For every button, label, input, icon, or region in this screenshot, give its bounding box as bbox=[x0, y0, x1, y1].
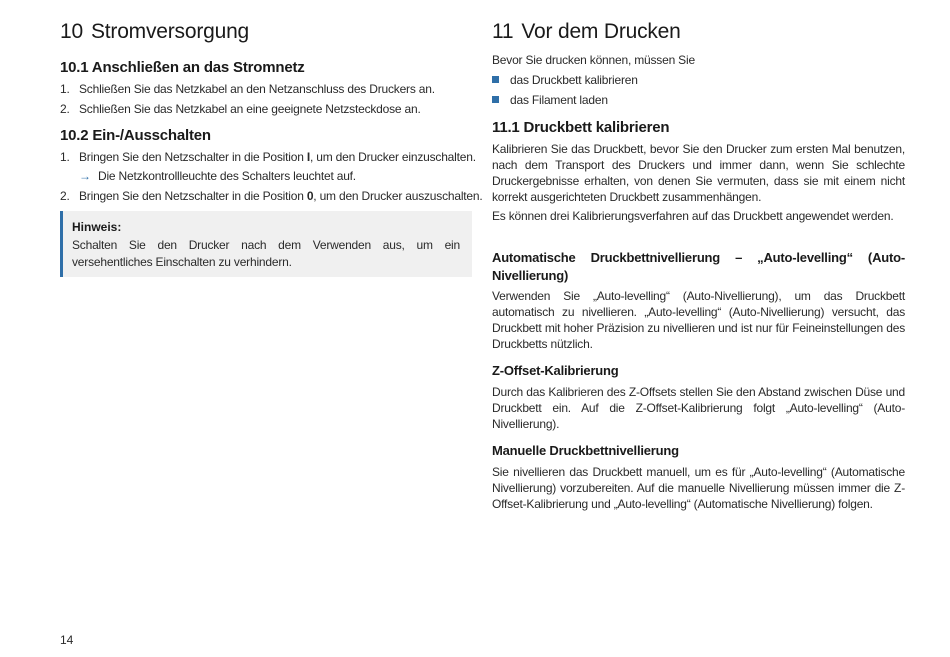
list-text: Bringen Sie den Netzschalter in die Position bbox=[79, 150, 307, 164]
result-item bbox=[60, 168, 356, 184]
subsection-heading-10-2: 10.2 Ein-/Ausschalten bbox=[60, 127, 211, 144]
paragraph: Durch das Kalibrieren des Z-Offsets stellen Sie den Abstand zwischen Düse und Druckbett ein. Auf die Z-Offset-Kalibrierung folgt „Auto-levelling“ (Auto-Nivellierung). bbox=[492, 385, 905, 431]
heading-manual-levelling: Manuelle Druckbettnivellierung bbox=[492, 443, 679, 458]
paragraph: Verwenden Sie „Auto-levelling“ (Auto-Nivellierung), um das Druckbett automatisch zu nivellieren. „Auto-levelling“ (Auto-Nivellierung) versucht, das Druckbett mit hoher Präzision zu nivellieren und ist nur für Feineinstellungen des Druckbetts nützlich. bbox=[492, 289, 905, 351]
bullet-text: das Filament laden bbox=[510, 93, 608, 107]
switch-position: 0 bbox=[306, 189, 314, 203]
list-number: 1. bbox=[60, 82, 70, 96]
section-heading-10 bbox=[60, 19, 249, 45]
note-box bbox=[60, 211, 472, 277]
list-number: 2. bbox=[60, 189, 70, 203]
section-title: Vor dem Drucken bbox=[521, 20, 681, 43]
bullet-item bbox=[492, 72, 638, 88]
intro-text: Bevor Sie drucken können, müssen Sie bbox=[492, 53, 695, 67]
subsection-heading-11-1: 11.1 Druckbett kalibrieren bbox=[492, 119, 670, 136]
bullet-text: das Druckbett kalibrieren bbox=[510, 73, 638, 87]
square-bullet-icon bbox=[492, 96, 499, 103]
result-text: Die Netzkontrollleuchte des Schalters leuchtet auf. bbox=[98, 169, 356, 183]
paragraph: Sie nivellieren das Druckbett manuell, um es für „Auto-levelling“ (Automatische Nivellierung) vorzubereiten. Auf die manuelle Nivellierung müssen immer die Z-Offset-Kalibrierung und „Auto-levelling“ (Automatische Nivellierung) folgen. bbox=[492, 465, 905, 511]
list-text: , um den Drucker auszuschalten. bbox=[313, 189, 483, 203]
section-title: Stromversorgung bbox=[90, 20, 250, 43]
heading-auto-levelling: Automatische Druckbettnivellierung – „Auto-levelling“ (Auto-Nivellierung) bbox=[492, 250, 905, 283]
subsection-heading-10-1: 10.1 Anschließen an das Stromnetz bbox=[60, 59, 305, 76]
list-number: 2. bbox=[60, 102, 70, 116]
page-number: 14 bbox=[60, 633, 74, 647]
section-heading-11 bbox=[492, 19, 681, 45]
list-text: Bringen Sie den Netzschalter in die Position bbox=[79, 189, 307, 203]
switch-position: I bbox=[306, 150, 310, 164]
paragraph: Kalibrieren Sie das Druckbett, bevor Sie den Drucker zum ersten Mal benutzen, nach dem Transport des Druckers und immer dann, wenn Sie schlechte Druckergebnisse erhalten, von denen Sie vermuten, dass sie mit einem nicht korrekt ausgerichteten Druckbett zusammenhängen. bbox=[492, 142, 905, 204]
list-text: , um den Drucker einzuschalten. bbox=[309, 150, 476, 164]
section-number: 10 bbox=[60, 20, 83, 43]
arrow-right-icon: → bbox=[79, 169, 91, 183]
heading-z-offset: Z-Offset-Kalibrierung bbox=[492, 363, 619, 378]
list-item bbox=[60, 101, 421, 117]
paragraph: Es können drei Kalibrierungsverfahren auf das Druckbett angewendet werden. bbox=[492, 209, 894, 223]
note-text: Schalten Sie den Drucker nach dem Verwenden aus, um ein versehentliches Einschalten zu verhindern. bbox=[72, 238, 460, 269]
list-number: 1. bbox=[60, 150, 70, 164]
list-item bbox=[60, 81, 435, 97]
note-title: Hinweis: bbox=[72, 220, 122, 234]
square-bullet-icon bbox=[492, 76, 499, 83]
section-number: 11 bbox=[492, 20, 514, 43]
list-item bbox=[60, 149, 476, 165]
bullet-item bbox=[492, 92, 608, 108]
list-text: Schließen Sie das Netzkabel an eine geeignete Netzsteckdose an. bbox=[79, 102, 421, 116]
list-text: Schließen Sie das Netzkabel an den Netzanschluss des Druckers an. bbox=[79, 82, 435, 96]
list-item bbox=[60, 188, 483, 204]
